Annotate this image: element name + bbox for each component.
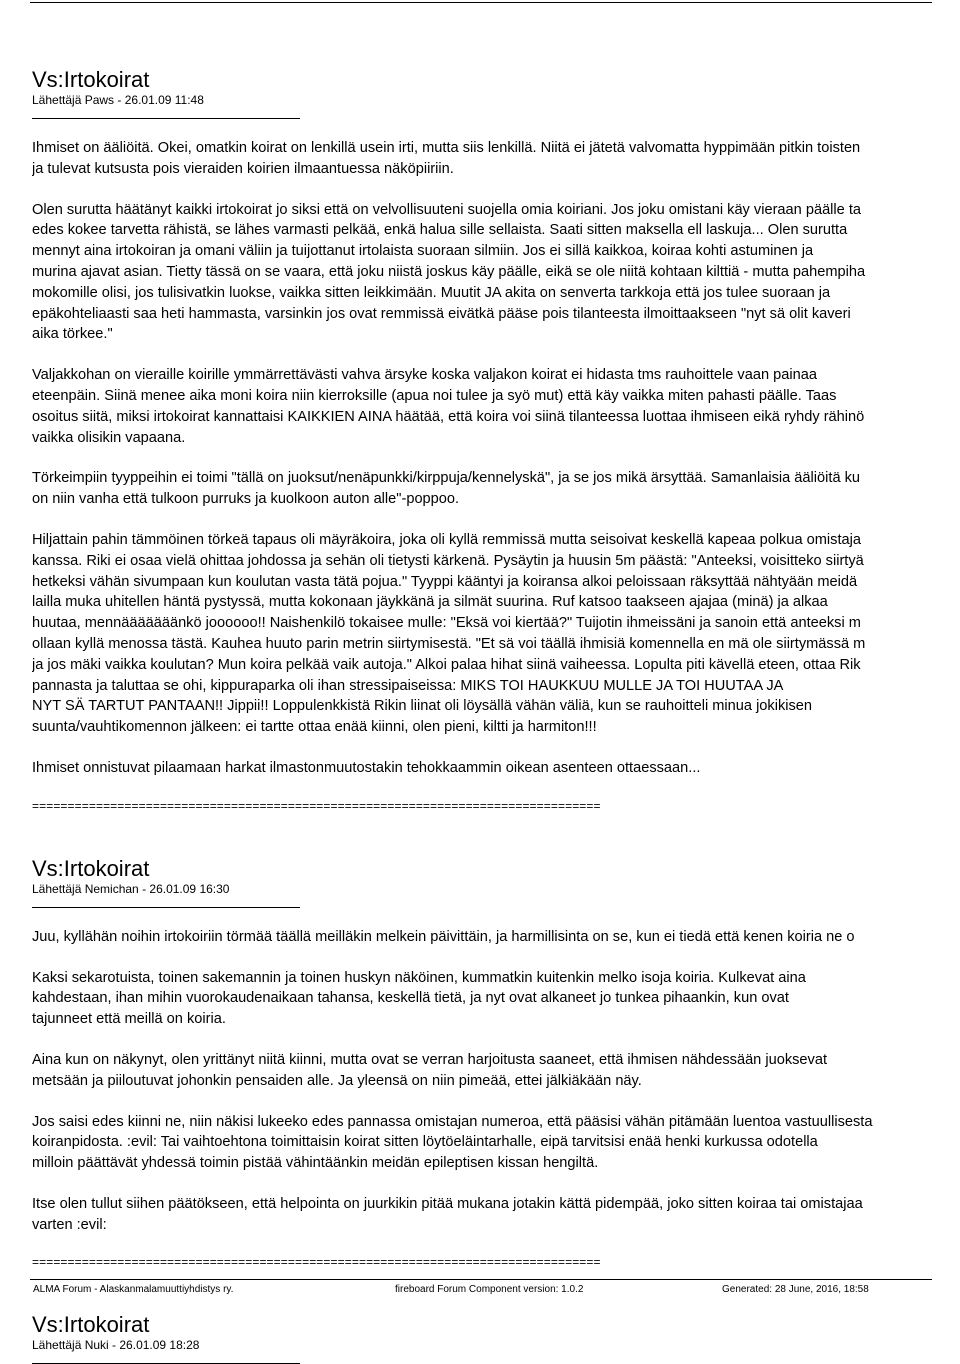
post-separator: ================================================================================	[32, 1255, 601, 1270]
text-line: osoitus siitä, miksi irtokoirat kannattaisi KAIKKIEN AINA häätää, että koira voi siinä tilanteessa luottaa ihmiseen eikä ryhdy rähinö	[32, 408, 865, 425]
post-header-rule	[32, 118, 300, 119]
text-line: koiranpidosta. :evil: Tai vaihtoehtona toimittaisin koirat sitten löytöeläintarhalle, eipä tarvitsisi enää henki kurkussa odotella	[32, 1134, 818, 1151]
post-paragraph	[32, 1194, 960, 1236]
post-paragraph	[32, 365, 960, 448]
post-meta: Lähettäjä Nuki - 26.01.09 18:28	[32, 1338, 200, 1353]
post-paragraph	[32, 138, 960, 180]
post-title: Vs:Irtokoirat	[32, 67, 150, 92]
text-line: aika törkee."	[32, 326, 113, 343]
post-header-rule	[32, 907, 300, 908]
post-paragraph	[32, 200, 960, 346]
text-line: kanssa. Riki ei osaa vielä ohittaa johdossa ja sehän oli tietysti kärkenä. Pysäytin ja huusin 5m päästä: "Anteeksi, voisitteko siirtyä	[32, 552, 864, 569]
footer-left: ALMA Forum - Alaskanmalamuuttiyhdistys ry.	[33, 1284, 234, 1295]
text-line: Juu, kyllähän noihin irtokoiriin törmää täällä meilläkin melkein päivittäin, ja harmillisinta on se, kun ei tiedä että kenen koiria ne o	[32, 928, 855, 945]
text-line: ja jos mäki vaikka koulutan? Mun koira pelkää vaik autoja." Alkoi palaa hihat siinä vaiheessa. Lopulta piti kävellä eteen, ottaa Rik	[32, 656, 861, 673]
footer-rule	[30, 1279, 932, 1280]
text-line: hetkeksi vähän sivumpaan kun koulutan vasta tätä pojua." Tyyppi kääntyi ja koiransa alkoi peloissaan räksyttää nähtyään meidä	[32, 573, 858, 590]
text-line: varten :evil:	[32, 1216, 107, 1233]
post-paragraph	[32, 758, 960, 779]
forum-post	[32, 1312, 960, 1364]
post-separator: ================================================================================	[32, 798, 601, 813]
text-line: huutaa, mennääääääänkö joooooo!! Naishenkilö tokaisee mulle: "Eksä voi kiertää?" Tuijotin ihmeissäni ja sanoin että anteeksi m	[32, 615, 861, 632]
text-line: milloin päättävät yhdessä toimin pistää vähintäänkin meidän epileptisen kissan hengiltä.	[32, 1155, 599, 1172]
text-line: Jos saisi edes kiinni ne, niin näkisi lukeeko edes pannassa omistajan numeroa, että pääsisi vähän pitämään luentoa vastuullisesta	[32, 1113, 873, 1130]
post-meta: Lähettäjä Nemichan - 26.01.09 16:30	[32, 881, 230, 896]
text-line: Ihmiset onnistuvat pilaamaan harkat ilmastonmuutostakin tehokkaammin oikean asenteen ottaessaan...	[32, 759, 701, 776]
text-line: tajunneet että meillä on koiria.	[32, 1011, 226, 1028]
thread-content	[32, 0, 960, 1364]
post-title: Vs:Irtokoirat	[32, 855, 150, 881]
text-line: Ihmiset on ääliöitä. Okei, omatkin koirat on lenkillä usein irti, mutta siis lenkillä. Niitä ei jätetä valvomatta hyppimään pitkin toisten	[32, 140, 861, 156]
post-body	[32, 138, 960, 779]
post-paragraph	[32, 927, 960, 948]
text-line: metsään ja piiloutuvat johonkin pensaiden alle. Ja yleensä on niin pimeää, ettei jälkiäkään näy.	[32, 1072, 642, 1089]
text-line: mokomille olisi, jos tulisivatkin luokse, vaikka sitten leikkimään. Muutit JA akita on senverta tarkkoja että jos tulee suoraan ja	[32, 284, 831, 301]
text-line: pannasta ja taluttaa se ohi, kippuraparka oli ihan stressipaiseissa: MIKS TOI HAUKKUU MULLE JA TOI HUUTAA JA	[32, 677, 784, 694]
text-line: kahdestaan, ihan mihin vuorokaudenaikaan tahansa, keskellä tietä, ja nyt ovat alkaneet jo tunkea pihaankin, kun ovat	[32, 990, 789, 1007]
text-line: ja tulevat kutsusta pois vieraiden koirien ilmaantuessa näköpiiriin.	[32, 160, 454, 177]
text-line: NYT SÄ TARTUT PANTAAN!! Jippii!! Loppulenkkistä Rikin liinat oli löysällä vähän väliä, kun se rauhoitteli minua jokikisen	[32, 698, 813, 715]
text-line: Törkeimpiin tyyppeihin ei toimi "tällä on juoksut/nenäpunkki/kirppuja/kennelyskä", ja se jos mikä ärsyttää. Samanlaisia ääliöitä ku	[32, 470, 861, 487]
text-line: Kaksi sekarotuista, toinen sakemannin ja toinen huskyn näköinen, kummatkin kuitenkin melko isoja koiria. Kulkevat aina	[32, 969, 806, 986]
text-line: epäkohteliaasti saa heti hammasta, varsinkin jos ovat remmissä eivätkä pääse pois tilanteesta ilmoittaakseen "nyt sä olit kaveri	[32, 305, 851, 322]
footer-right: Generated: 28 June, 2016, 18:58	[722, 1284, 869, 1295]
text-line: edes kokee tarvetta rähistä, se lähes varmasti pelkää, enkä halua sille sellaista. Saati sitten maksella ell laskuja... Olen surutta	[32, 222, 848, 239]
text-line: on niin vanha että tulkoon purruks ja kuolkoon auton alle"-poppoo.	[32, 491, 460, 508]
post-title: Vs:Irtokoirat	[32, 1312, 150, 1338]
forum-post	[32, 67, 960, 813]
post-paragraph	[32, 1112, 960, 1174]
post-meta: Lähettäjä Paws - 26.01.09 11:48	[32, 93, 204, 107]
text-line: murina ajavat asian. Tietty tässä on se vaara, että joku niistä joskus käy päälle, eikä se ole niitä kohtaan kilttiä - mutta pahempiha	[32, 263, 866, 280]
text-line: Aina kun on näkynyt, olen yrittänyt niitä kiinni, mutta ovat se verran harjoitusta saaneet, että ihmisen nähdessään juoksevat	[32, 1051, 828, 1068]
post-paragraph	[32, 530, 960, 738]
footer-center: fireboard Forum Component version: 1.0.2	[395, 1284, 584, 1295]
post-paragraph	[32, 468, 960, 510]
text-line: suunta/vauhtikomennon jälkeen: ei tartte ottaa enää kiinni, olen pieni, kiltti ja harmiton!!!	[32, 719, 597, 736]
forum-post	[32, 856, 960, 1270]
post-paragraph	[32, 968, 960, 1030]
text-line: mennyt aina irtokoiran ja omani väliin ja tuijottanut irtolaista suoraan silmiin. Jos ei sillä kaikkoa, koiraa kohti astuminen ja	[32, 243, 814, 260]
post-body	[32, 927, 960, 1236]
text-line: Itse olen tullut siihen päätökseen, että helpointa on juurkikin pitää mukana jotakin kättä pidempää, joko sitten koiraa tai omistajaa	[32, 1195, 863, 1212]
text-line: Olen surutta häätänyt kaikki irtokoirat jo siksi että on velvollisuuteni suojella omia koiriani. Jos joku omistani käy vieraan päälle ta	[32, 201, 862, 218]
text-line: lailla muka uhitellen häntä pystyssä, mutta kokonaan jäykkänä ja silmät suurina. Ruf katsoo taakseen ajajaa (minä) ja alkaa	[32, 594, 828, 611]
text-line: Hiljattain pahin tämmöinen törkeä tapaus oli mäyräkoira, joka oli kyllä remmissä mutta seisoivat keskellä kapeaa polkua omistaja	[32, 531, 861, 548]
text-line: ollaan kyllä menossa tästä. Kauhea huuto parin metrin siirtymisestä. "Et sä voi täällä ihmisiä komennella en mä ole siirtymässä m	[32, 635, 866, 652]
text-line: Valjakkohan on vieraille koirille ymmärrettävästi vahva ärsyke koska valjakon koirat ei hidasta tms rauhoittele vaan painaa	[32, 367, 817, 384]
text-line: eteenpäin. Siinä menee aika moni koira niin kierroksille (apua noi tulee ja syö mut) että käy vaikka miten pahasti päälle. Taas	[32, 387, 837, 404]
text-line: vaikka olisikin vapaana.	[32, 429, 186, 446]
post-paragraph	[32, 1050, 960, 1092]
